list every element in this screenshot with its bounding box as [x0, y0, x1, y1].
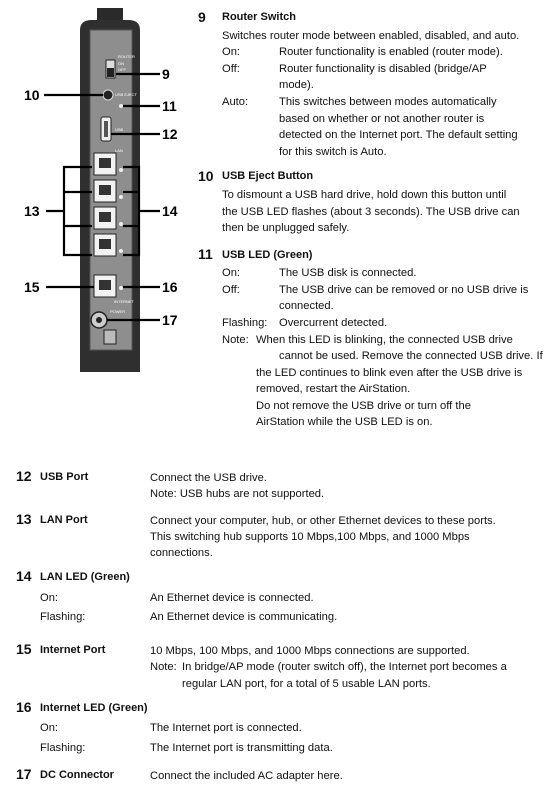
callout-11: 11: [162, 98, 177, 114]
term: Flashing:: [222, 317, 268, 329]
section-number: 13: [16, 511, 32, 527]
term: On:: [222, 267, 241, 279]
note-line: the LED continues to blink even after the USB drive is: [256, 367, 523, 379]
definition: mode).: [279, 79, 314, 91]
definition: Router functionality is enabled (router mode).: [279, 46, 503, 58]
paragraph-line: connections.: [150, 547, 213, 559]
definition: Router functionality is disabled (bridge/AP: [279, 63, 487, 75]
paragraph-line: then be unplugged safely.: [222, 222, 350, 234]
definition: An Ethernet device is communicating.: [150, 611, 338, 623]
paragraph-line: the USB LED flashes (about 3 seconds). The USB drive can: [222, 206, 520, 218]
paragraph-line: Connect the USB drive.: [150, 472, 267, 484]
lan-label: LAN: [115, 148, 123, 153]
usb-label: USB: [115, 127, 124, 132]
note-line: In bridge/AP mode (router switch off), the Internet port becomes a: [182, 661, 507, 673]
section-title: USB Port: [40, 471, 89, 483]
section-title: LAN Port: [40, 514, 88, 526]
usb-led: [119, 104, 123, 108]
callout-12: 12: [162, 126, 178, 142]
term: On:: [40, 722, 59, 734]
definition: This switches between modes automatically: [279, 96, 497, 108]
definition: The Internet port is connected.: [150, 722, 302, 734]
paragraph-line: This switching hub supports 10 Mbps,100 Mbps, and 1000 Mbps: [150, 531, 470, 543]
term: Off:: [222, 63, 240, 75]
term: Flashing:: [40, 611, 86, 623]
term: Flashing:: [40, 742, 86, 754]
section-number: 16: [16, 699, 32, 715]
callout-15: 15: [24, 279, 40, 295]
router-back-panel-diagram: [0, 0, 200, 400]
power-cord-clip: [104, 330, 116, 344]
switch-on-label: ON: [118, 61, 124, 66]
term: On:: [222, 46, 241, 58]
term: Auto:: [222, 96, 249, 108]
section-number: 15: [16, 641, 32, 657]
callout-16: 16: [162, 279, 178, 295]
switch-off-label: OFF: [118, 67, 126, 72]
section-description: Switches router mode between enabled, disabled, and auto.: [222, 30, 520, 42]
paragraph-line: 10 Mbps, 100 Mbps, and 1000 Mbps connections are supported.: [150, 645, 470, 657]
callout-13: 13: [24, 203, 40, 219]
note-line: Note: USB hubs are not supported.: [150, 488, 325, 500]
definition: The USB disk is connected.: [279, 267, 417, 279]
definition: for this switch is Auto.: [279, 146, 387, 158]
term: On:: [40, 592, 59, 604]
note-label: Note:: [150, 661, 177, 673]
section-title: Internet Port: [40, 644, 106, 656]
note-line: cannot be used. Remove the connected USB drive. If: [279, 350, 543, 362]
section-title: LAN LED (Green): [40, 571, 130, 583]
note-line: When this LED is blinking, the connected USB drive: [256, 334, 513, 346]
note-label: Note:: [222, 334, 249, 346]
note-line: regular LAN port, for a total of 5 usable LAN ports.: [182, 678, 431, 690]
section-number: 12: [16, 468, 32, 484]
section-title: Router Switch: [222, 11, 296, 23]
definition: An Ethernet device is connected.: [150, 592, 314, 604]
section-number: 11: [198, 246, 213, 262]
callout-17: 17: [162, 312, 178, 328]
router-switch-label: ROUTER: [118, 54, 135, 59]
paragraph-line: Connect your computer, hub, or other Ethernet devices to these ports.: [150, 515, 496, 527]
definition: detected on the Internet port. The default setting: [279, 129, 518, 141]
note-line: Do not remove the USB drive or turn off the: [256, 400, 471, 412]
section-title: USB LED (Green): [222, 249, 313, 261]
section-title: DC Connector: [40, 769, 114, 781]
definition: The USB drive can be removed or no USB drive is: [279, 284, 529, 296]
section-number: 17: [16, 766, 32, 782]
note-line: AirStation while the USB LED is on.: [256, 416, 433, 428]
section-number: 14: [16, 568, 32, 584]
internet-led: [119, 286, 123, 290]
definition: connected.: [279, 300, 334, 312]
definition: based on whether or not another router is: [279, 113, 485, 125]
paragraph-line: Connect the included AC adapter here.: [150, 770, 343, 782]
internet-label: INTERNET: [114, 299, 134, 304]
usb-eject-label: USB EJECT: [115, 92, 138, 97]
section-title: Internet LED (Green): [40, 702, 148, 714]
term: Off:: [222, 284, 240, 296]
callout-14: 14: [162, 203, 178, 219]
definition: Overcurrent detected.: [279, 317, 388, 329]
section-title: USB Eject Button: [222, 170, 314, 182]
paragraph-line: To dismount a USB hard drive, hold down this button until: [222, 189, 507, 201]
power-label: POWER: [110, 309, 126, 314]
callout-10: 10: [24, 87, 40, 103]
note-line: removed, restart the AirStation.: [256, 383, 411, 395]
section-number: 10: [198, 168, 214, 184]
definition: The Internet port is transmitting data.: [150, 742, 333, 754]
section-number: 9: [198, 9, 206, 25]
usb-eject-button: [103, 90, 113, 100]
callout-9: 9: [162, 66, 170, 82]
